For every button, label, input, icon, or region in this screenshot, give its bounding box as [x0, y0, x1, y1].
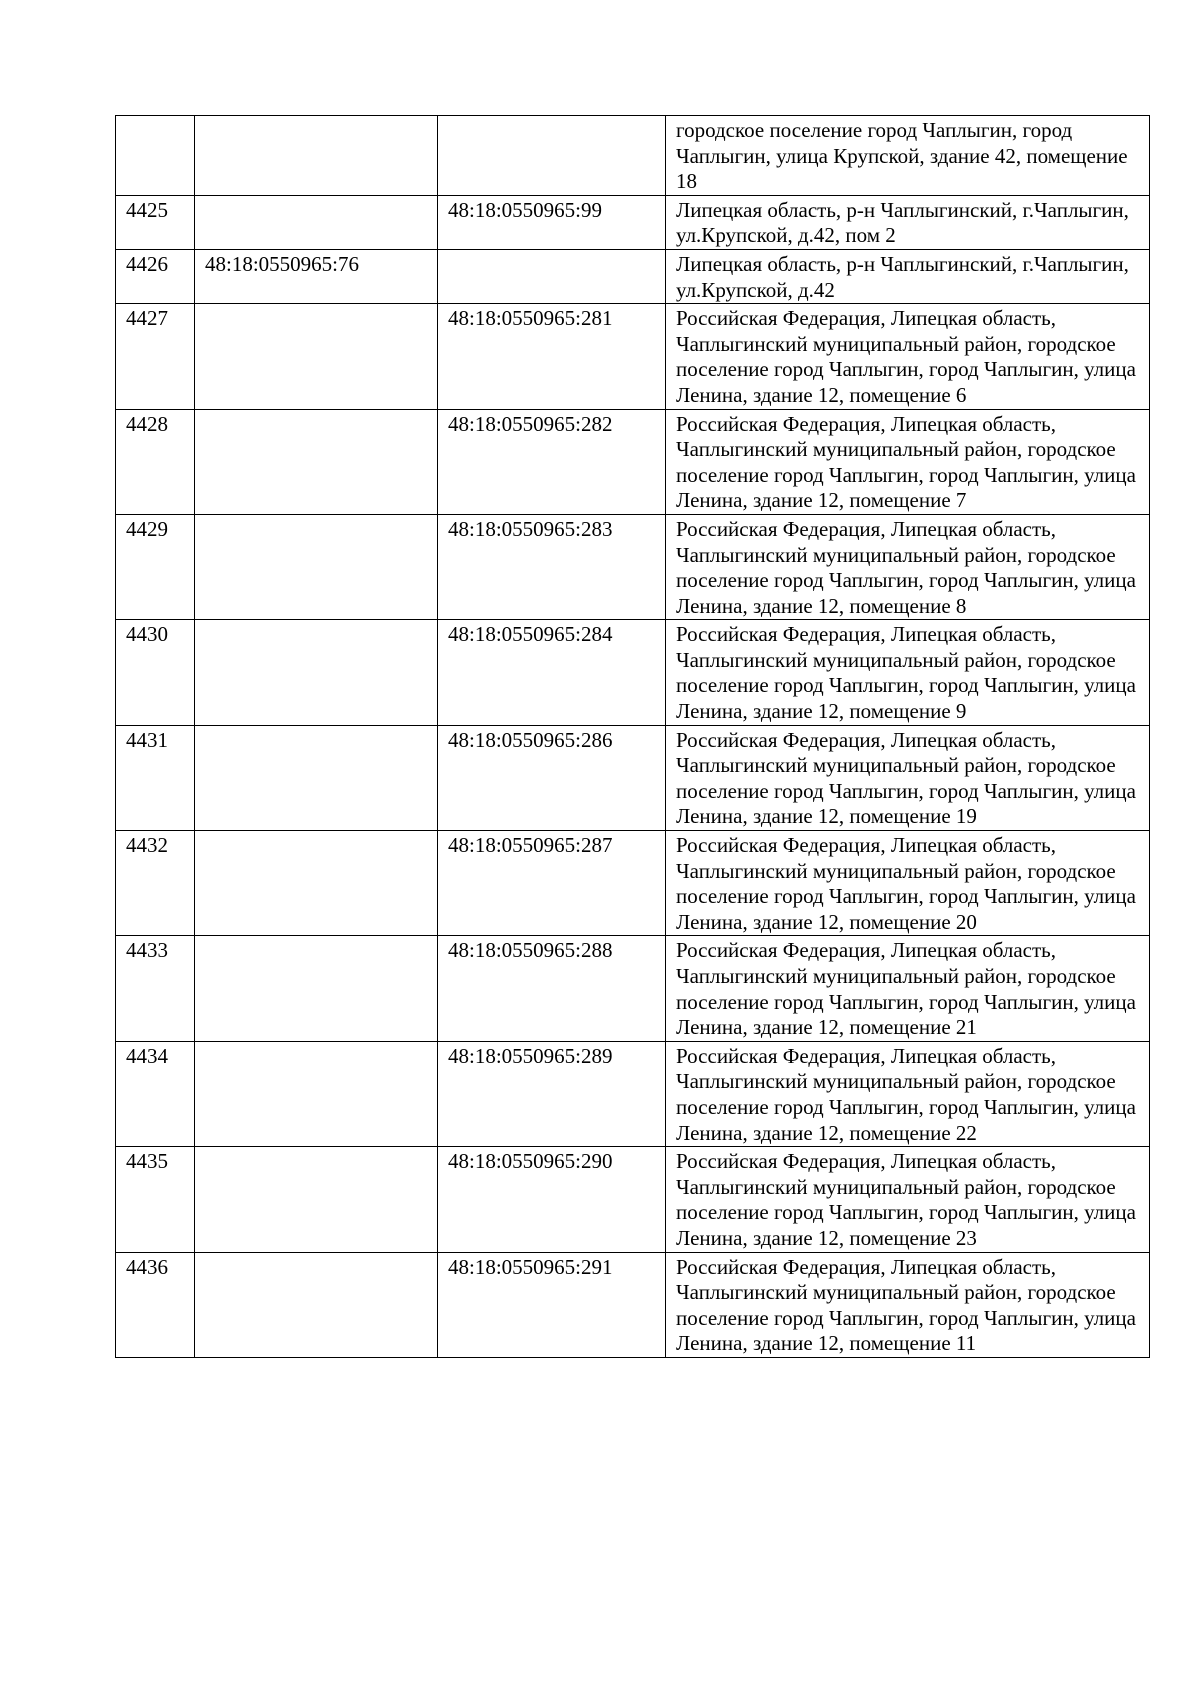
table-row — [116, 1147, 1150, 1252]
row-number-cell: 4426 — [116, 249, 195, 303]
cadastral-number-cell: 48:18:0550965:291 — [438, 1252, 666, 1357]
row-number-cell: 4432 — [116, 831, 195, 936]
address-cell: Липецкая область, р-н Чаплыгинский, г.Чаплыгин, ул.Крупской, д.42 — [666, 249, 1150, 303]
parent-cadastral-number-cell — [195, 1041, 438, 1146]
row-number-cell: 4425 — [116, 195, 195, 249]
address-cell: городское поселение город Чаплыгин, город Чаплыгин, улица Крупской, здание 42, помещение 18 — [666, 116, 1150, 196]
table-row — [116, 620, 1150, 725]
parent-cadastral-number-cell — [195, 304, 438, 409]
parent-cadastral-number-cell — [195, 195, 438, 249]
cadastral-number-cell: 48:18:0550965:289 — [438, 1041, 666, 1146]
cadastral-number-cell: 48:18:0550965:290 — [438, 1147, 666, 1252]
cadastral-number-cell: 48:18:0550965:282 — [438, 409, 666, 514]
table-row — [116, 936, 1150, 1041]
row-number-cell: 4428 — [116, 409, 195, 514]
address-cell: Российская Федерация, Липецкая область, Чаплыгинский муниципальный район, городское поселение город Чаплыгин, город Чаплыгин, улица Ленина, здание 12, помещение 23 — [666, 1147, 1150, 1252]
row-number-cell: 4429 — [116, 514, 195, 619]
cadastral-number-cell: 48:18:0550965:284 — [438, 620, 666, 725]
address-cell: Российская Федерация, Липецкая область, Чаплыгинский муниципальный район, городское поселение город Чаплыгин, город Чаплыгин, улица Ленина, здание 12, помещение 6 — [666, 304, 1150, 409]
address-cell: Российская Федерация, Липецкая область, Чаплыгинский муниципальный район, городское поселение город Чаплыгин, город Чаплыгин, улица Ленина, здание 12, помещение 19 — [666, 725, 1150, 830]
address-cell: Российская Федерация, Липецкая область, Чаплыгинский муниципальный район, городское поселение город Чаплыгин, город Чаплыгин, улица Ленина, здание 12, помещение 8 — [666, 514, 1150, 619]
cadastral-number-cell: 48:18:0550965:99 — [438, 195, 666, 249]
address-cell: Российская Федерация, Липецкая область, Чаплыгинский муниципальный район, городское поселение город Чаплыгин, город Чаплыгин, улица Ленина, здание 12, помещение 11 — [666, 1252, 1150, 1357]
row-number-cell: 4430 — [116, 620, 195, 725]
row-number-cell: 4436 — [116, 1252, 195, 1357]
address-cell: Российская Федерация, Липецкая область, Чаплыгинский муниципальный район, городское поселение город Чаплыгин, город Чаплыгин, улица Ленина, здание 12, помещение 7 — [666, 409, 1150, 514]
address-cell: Российская Федерация, Липецкая область, Чаплыгинский муниципальный район, городское поселение город Чаплыгин, город Чаплыгин, улица Ленина, здание 12, помещение 20 — [666, 831, 1150, 936]
address-cell: Российская Федерация, Липецкая область, Чаплыгинский муниципальный район, городское поселение город Чаплыгин, город Чаплыгин, улица Ленина, здание 12, помещение 9 — [666, 620, 1150, 725]
parent-cadastral-number-cell — [195, 725, 438, 830]
cadastral-number-cell: 48:18:0550965:288 — [438, 936, 666, 1041]
row-number-cell — [116, 116, 195, 196]
table-row — [116, 831, 1150, 936]
table-row — [116, 514, 1150, 619]
table-row — [116, 249, 1150, 303]
parent-cadastral-number-cell — [195, 831, 438, 936]
cadastral-number-cell: 48:18:0550965:287 — [438, 831, 666, 936]
table-row — [116, 725, 1150, 830]
parent-cadastral-number-cell — [195, 620, 438, 725]
row-number-cell: 4431 — [116, 725, 195, 830]
parent-cadastral-number-cell — [195, 409, 438, 514]
property-registry-table — [115, 115, 1150, 1358]
row-number-cell: 4433 — [116, 936, 195, 1041]
parent-cadastral-number-cell — [195, 936, 438, 1041]
address-cell: Российская Федерация, Липецкая область, Чаплыгинский муниципальный район, городское поселение город Чаплыгин, город Чаплыгин, улица Ленина, здание 12, помещение 22 — [666, 1041, 1150, 1146]
row-number-cell: 4427 — [116, 304, 195, 409]
table-row — [116, 409, 1150, 514]
address-cell: Липецкая область, р-н Чаплыгинский, г.Чаплыгин, ул.Крупской, д.42, пом 2 — [666, 195, 1150, 249]
row-number-cell: 4435 — [116, 1147, 195, 1252]
parent-cadastral-number-cell — [195, 514, 438, 619]
cadastral-number-cell — [438, 249, 666, 303]
parent-cadastral-number-cell — [195, 116, 438, 196]
table-row — [116, 116, 1150, 196]
cadastral-number-cell: 48:18:0550965:286 — [438, 725, 666, 830]
cadastral-number-cell: 48:18:0550965:281 — [438, 304, 666, 409]
address-cell: Российская Федерация, Липецкая область, Чаплыгинский муниципальный район, городское поселение город Чаплыгин, город Чаплыгин, улица Ленина, здание 12, помещение 21 — [666, 936, 1150, 1041]
cadastral-number-cell — [438, 116, 666, 196]
parent-cadastral-number-cell — [195, 1252, 438, 1357]
table-row — [116, 195, 1150, 249]
table-row — [116, 1041, 1150, 1146]
parent-cadastral-number-cell: 48:18:0550965:76 — [195, 249, 438, 303]
parent-cadastral-number-cell — [195, 1147, 438, 1252]
row-number-cell: 4434 — [116, 1041, 195, 1146]
table-body — [116, 116, 1150, 1358]
table-row — [116, 1252, 1150, 1357]
table-row — [116, 304, 1150, 409]
cadastral-number-cell: 48:18:0550965:283 — [438, 514, 666, 619]
